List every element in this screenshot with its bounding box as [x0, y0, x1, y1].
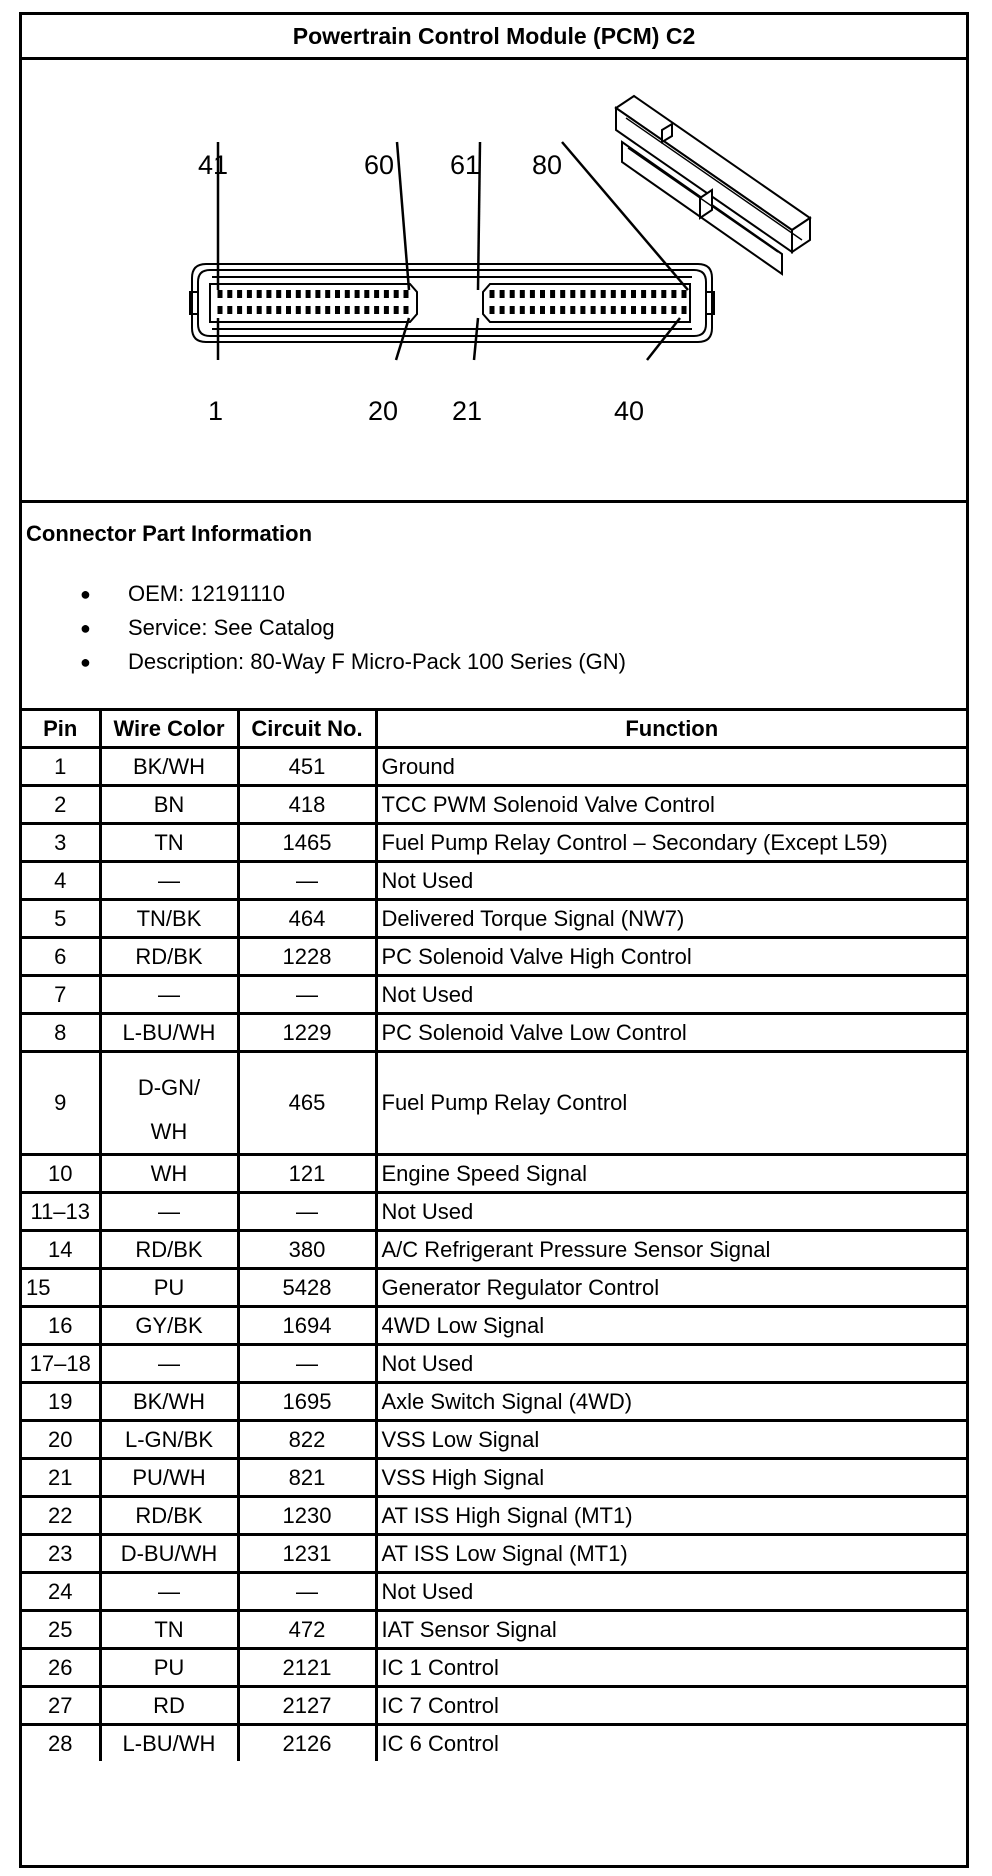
cell-wire-color: TN: [100, 1611, 238, 1649]
pin-label-60: 60: [364, 150, 395, 180]
table-row: [22, 1421, 966, 1459]
table-row: [22, 1535, 966, 1573]
cell-pin: 1: [22, 748, 100, 786]
pin-cavity: [325, 306, 330, 314]
cell-pin: 27: [22, 1687, 100, 1725]
cell-circuit-no: —: [238, 1573, 376, 1611]
cell-circuit-no: —: [238, 862, 376, 900]
bullet-icon: ●: [80, 584, 91, 604]
cell-pin: 20: [22, 1421, 100, 1459]
cell-wire-color: WH: [100, 1155, 238, 1193]
cell-circuit-no: 2127: [238, 1687, 376, 1725]
cell-wire-color: —: [100, 976, 238, 1014]
cell-function: VSS High Signal: [376, 1459, 966, 1497]
cell-wire-color: L-BU/WH: [100, 1014, 238, 1052]
pin-cavity: [276, 306, 281, 314]
bullet-icon: ●: [80, 652, 91, 672]
pin-cavity: [570, 306, 575, 314]
cell-pin: 22: [22, 1497, 100, 1535]
connector-sheet: [19, 12, 969, 1868]
table-row: [22, 1052, 966, 1155]
pin-cavity: [306, 290, 311, 298]
pin-cavity: [355, 290, 360, 298]
cell-wire-color: BK/WH: [100, 748, 238, 786]
table-row: [22, 1155, 966, 1193]
table-row: [22, 1687, 966, 1725]
pin-cavity: [671, 290, 676, 298]
cell-pin: 17–18: [22, 1345, 100, 1383]
cell-circuit-no: —: [238, 976, 376, 1014]
cell-function: AT ISS Low Signal (MT1): [376, 1535, 966, 1573]
table-row: [22, 938, 966, 976]
pin-cavity: [394, 290, 399, 298]
pin-label-80: 80: [532, 150, 563, 180]
pin-cavity: [621, 306, 626, 314]
cell-circuit-no: —: [238, 1345, 376, 1383]
pin-cavity: [611, 290, 616, 298]
cell-pin: 23: [22, 1535, 100, 1573]
cell-function: Not Used: [376, 862, 966, 900]
cell-circuit-no: 1231: [238, 1535, 376, 1573]
pin-cavity: [384, 306, 389, 314]
pin-cavity: [661, 306, 666, 314]
cell-circuit-no: 822: [238, 1421, 376, 1459]
table-row: [22, 1383, 966, 1421]
cell-circuit-no: 451: [238, 748, 376, 786]
pin-cavity: [540, 290, 545, 298]
pin-cavity: [490, 306, 495, 314]
cell-wire-color: GY/BK: [100, 1307, 238, 1345]
table-row: [22, 1611, 966, 1649]
pin-cavity: [540, 306, 545, 314]
cell-pin: 14: [22, 1231, 100, 1269]
page-title: Powertrain Control Module (PCM) C2: [22, 15, 966, 60]
pin-cavity: [500, 290, 505, 298]
cell-function: Axle Switch Signal (4WD): [376, 1383, 966, 1421]
cell-function: Not Used: [376, 1345, 966, 1383]
cell-function: VSS Low Signal: [376, 1421, 966, 1459]
cell-pin: 5: [22, 900, 100, 938]
bullet-icon: ●: [80, 618, 91, 638]
cell-circuit-no: 1695: [238, 1383, 376, 1421]
pin-label-40: 40: [614, 396, 645, 426]
info-heading: Connector Part Information: [26, 521, 313, 546]
cell-circuit-no: 121: [238, 1155, 376, 1193]
cell-circuit-no: 1228: [238, 938, 376, 976]
table-row: [22, 1573, 966, 1611]
cell-wire-color: RD/BK: [100, 938, 238, 976]
header-pin: Pin: [22, 711, 100, 748]
cell-wire-color: —: [100, 1345, 238, 1383]
cell-function: Ground: [376, 748, 966, 786]
pin-cavity: [218, 290, 223, 298]
pin-cavity: [530, 306, 535, 314]
pin-cavity: [355, 306, 360, 314]
cell-wire-color: —: [100, 1193, 238, 1231]
pin-cavity: [384, 290, 389, 298]
pin-cavity: [227, 290, 232, 298]
cell-pin: 7: [22, 976, 100, 1014]
table-row: [22, 1345, 966, 1383]
connector-diagram: [22, 60, 966, 503]
cell-function: PC Solenoid Valve Low Control: [376, 1014, 966, 1052]
info-item-text: Service: See Catalog: [128, 615, 335, 640]
pin-cavity: [237, 306, 242, 314]
pin-cavity: [682, 290, 687, 298]
pin-cavity: [682, 306, 687, 314]
pin-cavity: [510, 306, 515, 314]
cell-function: A/C Refrigerant Pressure Sensor Signal: [376, 1231, 966, 1269]
pin-cavity: [227, 306, 232, 314]
pin-cavity: [520, 290, 525, 298]
cell-pin: 24: [22, 1573, 100, 1611]
cell-pin: 9: [22, 1052, 100, 1155]
cell-circuit-no: 464: [238, 900, 376, 938]
pin-cavity: [335, 290, 340, 298]
pin-cavity: [315, 306, 320, 314]
pin-cavity: [374, 290, 379, 298]
pinout-table: [22, 711, 966, 1761]
pin-cavity: [641, 290, 646, 298]
cell-function: Delivered Torque Signal (NW7): [376, 900, 966, 938]
pin-cavity: [266, 306, 271, 314]
cell-circuit-no: 2126: [238, 1725, 376, 1762]
cell-pin: 25: [22, 1611, 100, 1649]
cell-wire-color: BK/WH: [100, 1383, 238, 1421]
table-row: [22, 1193, 966, 1231]
pin-cavity: [580, 306, 585, 314]
pin-cavity: [394, 306, 399, 314]
pin-label-20: 20: [368, 396, 399, 426]
cell-wire-color: RD/BK: [100, 1497, 238, 1535]
pin-cavity: [335, 306, 340, 314]
cell-wire-color: —: [100, 862, 238, 900]
cell-circuit-no: 1465: [238, 824, 376, 862]
cell-circuit-no: 821: [238, 1459, 376, 1497]
table-row: [22, 1459, 966, 1497]
pin-label-41: 41: [198, 150, 229, 180]
info-item-oem: [22, 577, 626, 611]
pin-cavity: [286, 306, 291, 314]
pin-cavity: [257, 306, 262, 314]
pin-cavity: [374, 306, 379, 314]
pin-cavity: [611, 306, 616, 314]
table-row: [22, 1649, 966, 1687]
cell-wire-color: D-BU/WH: [100, 1535, 238, 1573]
connector-drawing: [22, 60, 966, 500]
cell-pin: 19: [22, 1383, 100, 1421]
table-row: [22, 1497, 966, 1535]
cell-function: PC Solenoid Valve High Control: [376, 938, 966, 976]
pin-cavity: [550, 290, 555, 298]
info-item-text: OEM: 12191110: [128, 581, 285, 606]
cell-circuit-no: 465: [238, 1052, 376, 1155]
pin-cavity: [651, 290, 656, 298]
cell-pin: 10: [22, 1155, 100, 1193]
pin-cavity: [247, 306, 252, 314]
cell-circuit-no: 418: [238, 786, 376, 824]
cell-wire-color: PU: [100, 1649, 238, 1687]
cell-pin: 2: [22, 786, 100, 824]
pin-cavity: [296, 290, 301, 298]
cell-pin: 15: [22, 1269, 100, 1307]
cell-circuit-no: 472: [238, 1611, 376, 1649]
pin-cavity: [364, 290, 369, 298]
info-item-service: [22, 611, 626, 645]
cell-pin: 11–13: [22, 1193, 100, 1231]
table-row: [22, 824, 966, 862]
table-row: [22, 1307, 966, 1345]
pin-cavity: [218, 306, 223, 314]
cell-wire-color: L-BU/WH: [100, 1725, 238, 1762]
pin-cavity: [530, 290, 535, 298]
pin-cavity: [510, 290, 515, 298]
cell-function: TCC PWM Solenoid Valve Control: [376, 786, 966, 824]
cell-function: Not Used: [376, 1193, 966, 1231]
cell-circuit-no: 5428: [238, 1269, 376, 1307]
cell-function: IC 6 Control: [376, 1725, 966, 1762]
cell-function: Not Used: [376, 976, 966, 1014]
pin-cavity: [591, 290, 596, 298]
cell-function: IC 1 Control: [376, 1649, 966, 1687]
pin-cavity: [237, 290, 242, 298]
cell-pin: 3: [22, 824, 100, 862]
pin-cavity: [306, 306, 311, 314]
cell-wire-color: BN: [100, 786, 238, 824]
cell-wire-color: RD: [100, 1687, 238, 1725]
table-row: [22, 1014, 966, 1052]
table-header-row: [22, 711, 966, 748]
cell-circuit-no: —: [238, 1193, 376, 1231]
pin-cavity: [500, 306, 505, 314]
table-body: [22, 748, 966, 1762]
pin-cavity: [404, 306, 409, 314]
cell-circuit-no: 2121: [238, 1649, 376, 1687]
pin-cavity: [661, 290, 666, 298]
table-row: [22, 862, 966, 900]
cell-wire-color: RD/BK: [100, 1231, 238, 1269]
pin-cavity: [631, 306, 636, 314]
pin-cavity: [404, 290, 409, 298]
pin-cavity: [247, 290, 252, 298]
cell-pin: 16: [22, 1307, 100, 1345]
connector-part-info: [22, 503, 966, 711]
cell-function: Engine Speed Signal: [376, 1155, 966, 1193]
pin-cavity: [325, 290, 330, 298]
table-row: [22, 900, 966, 938]
pin-cavity: [560, 306, 565, 314]
pin-cavity: [591, 306, 596, 314]
info-item-description: [22, 645, 626, 679]
pin-cavity: [601, 290, 606, 298]
cell-function: 4WD Low Signal: [376, 1307, 966, 1345]
cell-wire-color: PU: [100, 1269, 238, 1307]
pin-label-21: 21: [452, 396, 483, 426]
info-item-text: Description: 80-Way F Micro-Pack 100 Series (GN): [128, 649, 626, 674]
pin-cavity: [671, 306, 676, 314]
cell-circuit-no: 1694: [238, 1307, 376, 1345]
cell-function: Generator Regulator Control: [376, 1269, 966, 1307]
pin-cavity: [364, 306, 369, 314]
pin-cavity: [641, 306, 646, 314]
pin-cavity: [550, 306, 555, 314]
cell-pin: 6: [22, 938, 100, 976]
pin-cavity: [651, 306, 656, 314]
cell-function: AT ISS High Signal (MT1): [376, 1497, 966, 1535]
pin-cavity: [276, 290, 281, 298]
pin-cavity: [345, 290, 350, 298]
pin-cavity: [490, 290, 495, 298]
pin-cavity: [631, 290, 636, 298]
table-row: [22, 1231, 966, 1269]
cell-circuit-no: 1229: [238, 1014, 376, 1052]
info-list: [22, 577, 626, 679]
cell-wire-color: PU/WH: [100, 1459, 238, 1497]
pin-label-1: 1: [208, 396, 224, 426]
pin-cavity: [520, 306, 525, 314]
pin-cavity: [257, 290, 262, 298]
pin-cavity: [345, 306, 350, 314]
cell-wire-color: TN: [100, 824, 238, 862]
cell-function: IAT Sensor Signal: [376, 1611, 966, 1649]
pin-cavity: [296, 306, 301, 314]
pin-cavity: [286, 290, 291, 298]
table-row: [22, 786, 966, 824]
cell-function: Fuel Pump Relay Control: [376, 1052, 966, 1155]
table-row: [22, 1725, 966, 1762]
pin-label-61: 61: [450, 150, 481, 180]
pin-cavity: [266, 290, 271, 298]
cell-wire-color: —: [100, 1573, 238, 1611]
cell-pin: 21: [22, 1459, 100, 1497]
header-function: Function: [376, 711, 966, 748]
cell-circuit-no: 380: [238, 1231, 376, 1269]
header-wire-color: Wire Color: [100, 711, 238, 748]
cell-wire-color: D-GN/ WH: [100, 1052, 238, 1155]
pin-cavity: [621, 290, 626, 298]
cell-circuit-no: 1230: [238, 1497, 376, 1535]
pin-cavity: [570, 290, 575, 298]
cell-function: Fuel Pump Relay Control – Secondary (Except L59): [376, 824, 966, 862]
cell-function: IC 7 Control: [376, 1687, 966, 1725]
cell-pin: 28: [22, 1725, 100, 1762]
table-row: [22, 1269, 966, 1307]
cell-wire-color: L-GN/BK: [100, 1421, 238, 1459]
cell-pin: 4: [22, 862, 100, 900]
cell-pin: 26: [22, 1649, 100, 1687]
cell-function: Not Used: [376, 1573, 966, 1611]
cell-pin: 8: [22, 1014, 100, 1052]
pin-cavity: [560, 290, 565, 298]
table-row: [22, 976, 966, 1014]
pin-cavity: [601, 306, 606, 314]
table-row: [22, 748, 966, 786]
cell-wire-color: TN/BK: [100, 900, 238, 938]
header-circuit-no: Circuit No.: [238, 711, 376, 748]
pin-cavity: [315, 290, 320, 298]
pin-cavity: [580, 290, 585, 298]
